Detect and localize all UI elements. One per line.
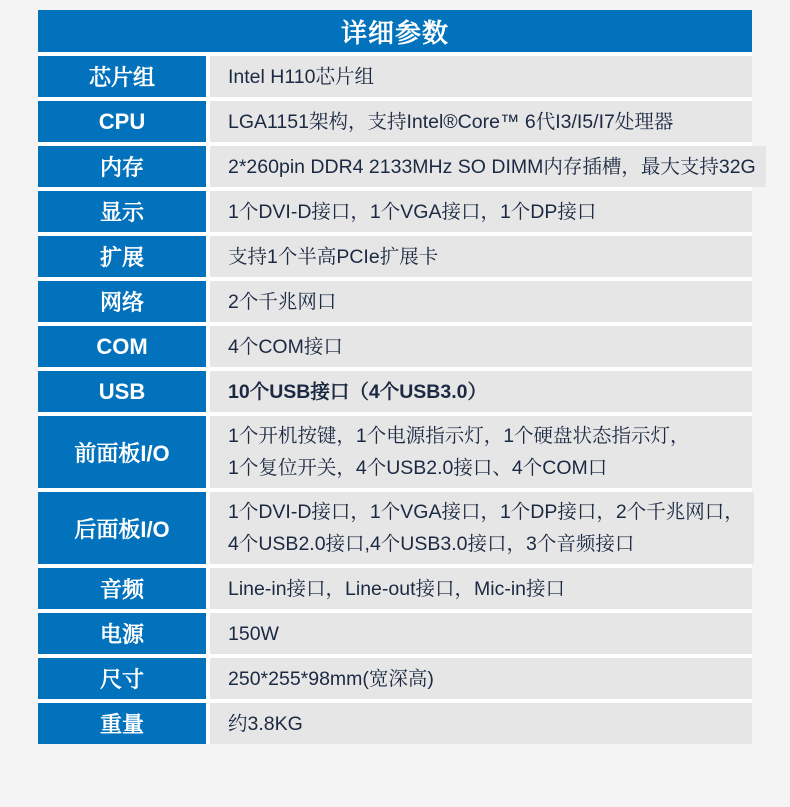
spec-label: 前面板I/O: [38, 416, 206, 488]
spec-label: CPU: [38, 101, 206, 142]
spec-row: [38, 326, 752, 367]
spec-row: [38, 492, 752, 564]
spec-rows-container: [38, 56, 756, 744]
spec-label: 网络: [38, 281, 206, 322]
spec-row: [38, 416, 752, 488]
spec-row: [38, 236, 752, 277]
spec-value: [210, 326, 752, 367]
spec-row: [38, 371, 752, 412]
spec-value-line: 2*260pin DDR4 2133MHz SO DIMM内存插槽，最大支持32G: [228, 155, 756, 178]
spec-label: COM: [38, 326, 206, 367]
spec-label: 芯片组: [38, 56, 206, 97]
spec-value: [210, 101, 752, 142]
spec-label: 后面板I/O: [38, 492, 206, 564]
spec-value-line: Intel H110芯片组: [228, 65, 374, 88]
spec-value: [210, 568, 752, 609]
spec-value-line: 支持1个半高PCIe扩展卡: [228, 245, 439, 268]
spec-value-line: 4个USB2.0接口,4个USB3.0接口，3个音频接口: [228, 533, 635, 555]
spec-value: [210, 416, 752, 488]
spec-value-line: 2个千兆网口: [228, 290, 337, 313]
spec-value-line: 约3.8KG: [228, 712, 303, 735]
spec-value: [210, 371, 752, 412]
spec-label: 尺寸: [38, 658, 206, 699]
table-title: 详细参数: [38, 10, 752, 52]
spec-value: [210, 236, 752, 277]
spec-label: USB: [38, 371, 206, 412]
spec-value: [210, 492, 754, 564]
spec-value: [210, 658, 752, 699]
spec-label: 音频: [38, 568, 206, 609]
spec-label: 内存: [38, 146, 206, 187]
spec-row: [38, 703, 752, 744]
spec-value-line: LGA1151架构，支持Intel®Core™ 6代I3/I5/I7处理器: [228, 110, 674, 133]
spec-table: [38, 10, 756, 744]
spec-value-line: Line-in接口，Line-out接口，Mic-in接口: [228, 577, 566, 600]
spec-row: [38, 191, 752, 232]
spec-label: 电源: [38, 613, 206, 654]
spec-value: [210, 281, 752, 322]
spec-value-line: 4个COM接口: [228, 335, 343, 358]
spec-value: [210, 191, 752, 232]
spec-value-line: 150W: [228, 622, 279, 645]
spec-value-line: 1个DVI-D接口，1个VGA接口，1个DP接口，2个千兆网口，: [228, 501, 744, 523]
spec-row: [38, 101, 752, 142]
spec-value: [210, 56, 752, 97]
spec-row: [38, 146, 756, 187]
spec-value: [210, 703, 752, 744]
spec-value-line: 1个开机按键，1个电源指示灯，1个硬盘状态指示灯，: [228, 425, 690, 447]
spec-label: 重量: [38, 703, 206, 744]
spec-row: [38, 281, 752, 322]
spec-value-line: 1个DVI-D接口，1个VGA接口，1个DP接口: [228, 200, 597, 223]
spec-value-line: 1个复位开关，4个USB2.0接口、4个COM口: [228, 457, 608, 479]
spec-value-line: 250*255*98mm(宽深高): [228, 667, 434, 690]
spec-row: [38, 613, 752, 654]
spec-value: [210, 613, 752, 654]
spec-label: 显示: [38, 191, 206, 232]
spec-value: [210, 146, 766, 187]
spec-row: [38, 56, 752, 97]
spec-row: [38, 658, 752, 699]
spec-label: 扩展: [38, 236, 206, 277]
spec-row: [38, 568, 752, 609]
spec-value-line: 10个USB接口（4个USB3.0）: [228, 380, 487, 403]
